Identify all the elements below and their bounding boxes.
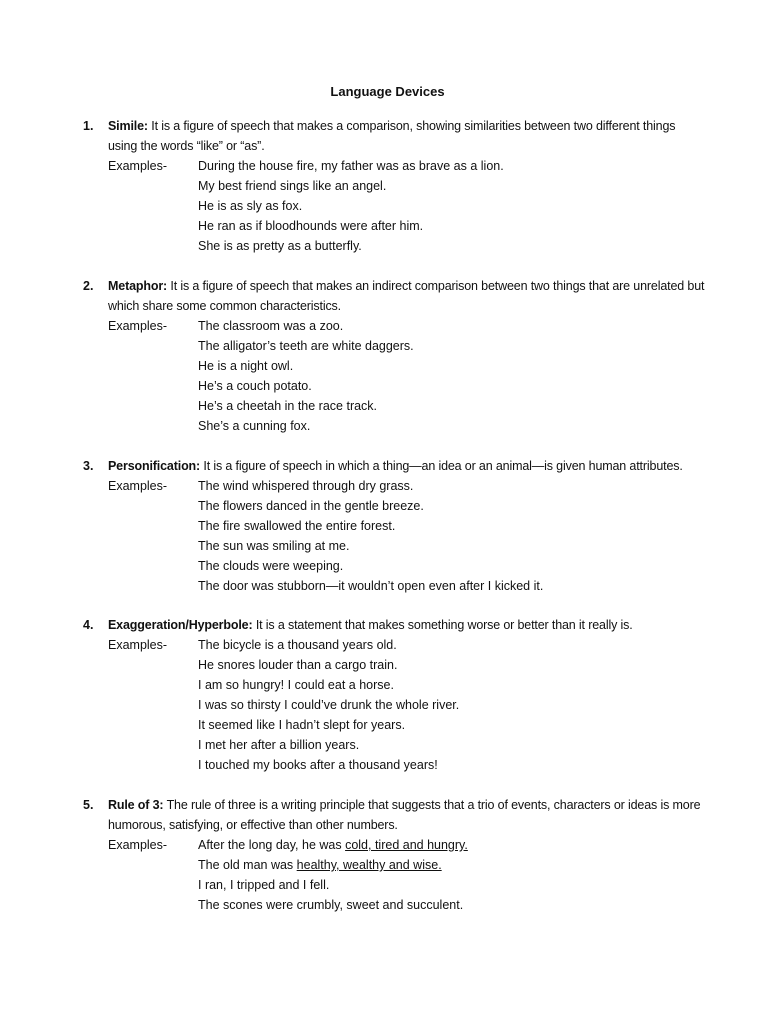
item-number: 4. xyxy=(83,618,94,632)
example-item: The classroom was a zoo. xyxy=(198,319,344,333)
underlined-phrase: healthy, wealthy and wise. xyxy=(296,858,442,872)
example-item xyxy=(198,835,468,855)
example-item: The clouds were weeping. xyxy=(198,559,344,573)
device-term: Exaggeration/Hyperbole: xyxy=(108,618,253,632)
underlined-phrase: cold, tired and hungry. xyxy=(345,838,468,852)
example-text: The old man was xyxy=(198,858,297,872)
definition-text: It is a figure of speech in which a thing—an idea or an animal—is given human attributes. xyxy=(203,459,683,473)
device-definition xyxy=(108,116,706,156)
device-definition xyxy=(108,795,706,835)
example-item: He is a night owl. xyxy=(198,359,294,373)
item-number: 3. xyxy=(83,459,94,473)
example-item: I met her after a billion years. xyxy=(198,738,360,752)
example-item: He snores louder than a cargo train. xyxy=(198,658,398,672)
example-item: He’s a cheetah in the race track. xyxy=(198,399,378,413)
example-item: The bicycle is a thousand years old. xyxy=(198,638,397,652)
item-number: 5. xyxy=(83,798,94,812)
examples-label: Examples- xyxy=(108,838,168,852)
device-definition xyxy=(108,615,706,635)
example-item: The door was stubborn—it wouldn’t open even after I kicked it. xyxy=(198,579,544,593)
example-item: The alligator’s teeth are white daggers. xyxy=(198,339,414,353)
example-item: He is as sly as fox. xyxy=(198,199,303,213)
example-item xyxy=(198,875,468,895)
example-item: The wind whispered through dry grass. xyxy=(198,479,414,493)
examples-label: Examples- xyxy=(108,159,168,173)
definition-text: It is a figure of speech that makes a comparison, showing similarities between two different things using the words “like” or “as”. xyxy=(108,119,676,153)
device-term: Rule of 3: xyxy=(108,798,164,812)
example-item: I was so thirsty I could’ve drunk the whole river. xyxy=(198,698,460,712)
example-item: I touched my books after a thousand years! xyxy=(198,758,438,772)
examples-list xyxy=(198,316,414,436)
example-item: During the house fire, my father was as brave as a lion. xyxy=(198,159,504,173)
example-text: After the long day, he was xyxy=(198,838,346,852)
examples-list xyxy=(198,476,543,596)
item-number: 1. xyxy=(83,119,94,133)
definition-text: It is a statement that makes something worse or better than it really is. xyxy=(255,618,633,632)
device-definition xyxy=(108,456,728,476)
definition-text: The rule of three is a writing principle that suggests that a trio of events, characters or ideas is more humorous, satisfying, or effective than other numbers. xyxy=(108,798,701,832)
example-item: The flowers danced in the gentle breeze. xyxy=(198,499,424,513)
example-item: He’s a couch potato. xyxy=(198,379,312,393)
example-item: He ran as if bloodhounds were after him. xyxy=(198,219,424,233)
device-definition xyxy=(108,276,706,316)
examples-label: Examples- xyxy=(108,319,168,333)
item-number: 2. xyxy=(83,279,94,293)
example-text: The scones were crumbly, sweet and succulent. xyxy=(198,898,464,912)
example-item xyxy=(198,855,468,875)
page-title: Language Devices xyxy=(330,84,445,99)
example-item: She’s a cunning fox. xyxy=(198,419,311,433)
device-term: Personification: xyxy=(108,459,201,473)
examples-label: Examples- xyxy=(108,638,168,652)
example-item: She is as pretty as a butterfly. xyxy=(198,239,362,253)
example-item: It seemed like I hadn’t slept for years. xyxy=(198,718,406,732)
example-item xyxy=(198,895,468,915)
examples-list xyxy=(198,156,504,256)
examples-list xyxy=(198,835,468,915)
example-item: The fire swallowed the entire forest. xyxy=(198,519,396,533)
example-item: The sun was smiling at me. xyxy=(198,539,350,553)
device-term: Simile: xyxy=(108,119,148,133)
examples-label: Examples- xyxy=(108,479,168,493)
example-text: I ran, I tripped and I fell. xyxy=(198,878,330,892)
device-term: Metaphor: xyxy=(108,279,168,293)
examples-list xyxy=(198,635,459,775)
definition-text: It is a figure of speech that makes an indirect comparison between two things that are unrelated but which share some common characteristics. xyxy=(108,279,705,313)
example-item: My best friend sings like an angel. xyxy=(198,179,387,193)
example-item: I am so hungry! I could eat a horse. xyxy=(198,678,394,692)
